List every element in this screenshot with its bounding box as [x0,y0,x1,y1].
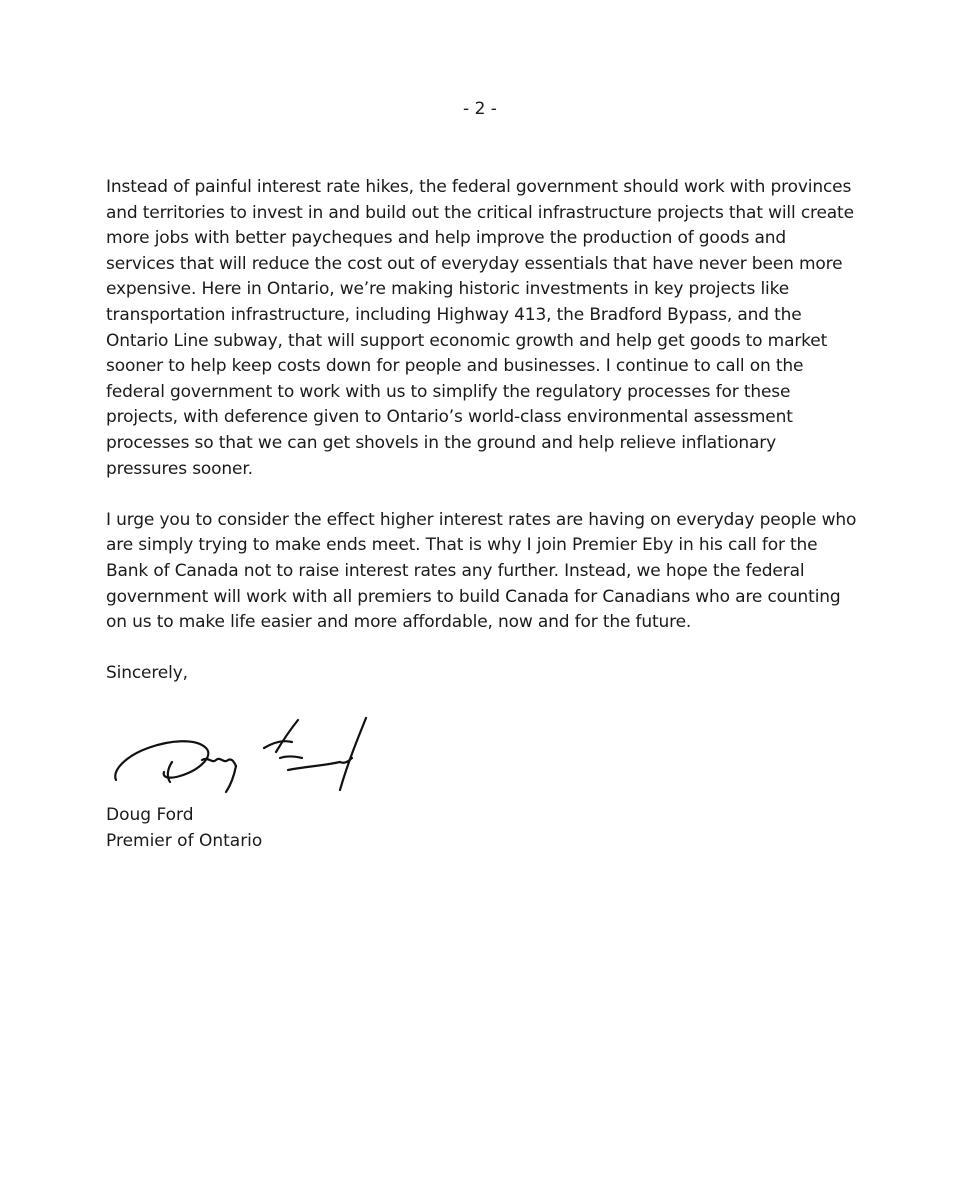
paragraph-line: I urge you to consider the effect higher interest rates are having on everyday people who [106,509,857,530]
paragraph-line: are simply trying to make ends meet. That is why I join Premier Eby in his call for the [106,535,818,556]
closing-salutation: Sincerely, [106,663,188,684]
paragraph-line: projects, with deference given to Ontario’s world-class environmental assessment [106,407,793,428]
paragraph-2 [106,508,866,636]
paragraph-line: Instead of painful interest rate hikes, the federal government should work with provinces [106,177,852,197]
paragraph-1 [106,175,866,482]
paragraph-line: transportation infrastructure, including Highway 413, the Bradford Bypass, and the [106,304,802,325]
signer-title: Premier of Ontario [106,830,263,851]
handwritten-signature [108,712,378,802]
paragraph-line: processes so that we can get shovels in the ground and help relieve inflationary [106,432,777,453]
paragraph-line: on us to make life easier and more affordable, now and for the future. [106,612,692,633]
signer-block [106,803,262,854]
paragraph-line: government will work with all premiers to build Canada for Canadians who are counting [106,586,841,607]
signer-name: Doug Ford [106,805,194,825]
paragraph-line: Ontario Line subway, that will support economic growth and help get goods to market [106,330,828,351]
paragraph-line: pressures sooner. [106,458,253,479]
paragraph-line: Bank of Canada not to raise interest rates any further. Instead, we hope the federal [106,560,805,581]
paragraph-line: sooner to help keep costs down for people and businesses. I continue to call on the [106,356,804,377]
page-number: - 2 - [463,99,497,119]
paragraph-line: and territories to invest in and build out the critical infrastructure projects that will create [106,202,854,223]
letter-body [106,175,866,687]
paragraph-line: federal government to work with us to simplify the regulatory processes for these [106,381,791,402]
paragraph-line: expensive. Here in Ontario, we’re making historic investments in key projects like [106,279,790,300]
paragraph-line: services that will reduce the cost out of everyday essentials that have never been more [106,253,843,274]
paragraph-line: more jobs with better paycheques and help improve the production of goods and [106,228,787,249]
